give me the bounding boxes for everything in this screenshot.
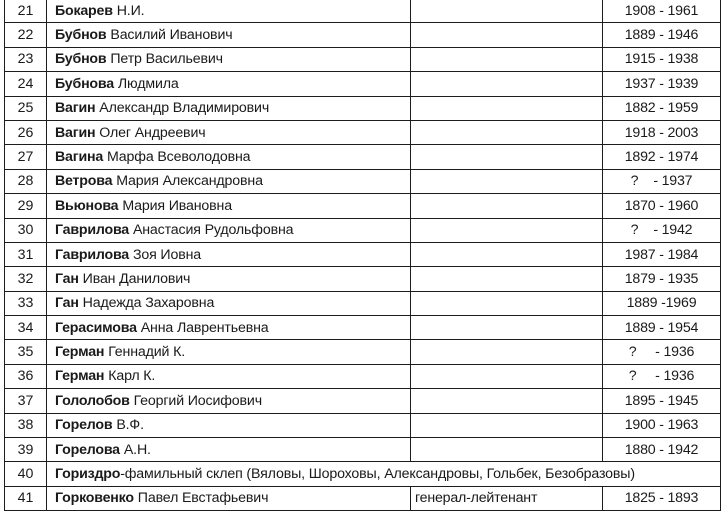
note-cell <box>411 72 603 96</box>
person-name-cell <box>47 145 411 169</box>
note-cell <box>411 267 603 291</box>
row-number: 33 <box>5 291 47 315</box>
note-cell <box>411 291 603 315</box>
person-name-cell <box>47 316 411 340</box>
note-cell <box>411 145 603 169</box>
row-number: 23 <box>5 47 47 71</box>
given-names: Георгий Иосифович <box>133 392 262 409</box>
person-name-cell <box>47 169 411 193</box>
person-name-cell <box>47 364 411 388</box>
surname: Вагин <box>55 124 96 141</box>
given-names: А.Н. <box>123 441 151 458</box>
surname: Гололобов <box>55 392 130 409</box>
life-years-cell: 1892 - 1974 <box>603 145 721 169</box>
row-number: 40 <box>5 462 47 486</box>
life-years-cell: ? - 1936 <box>603 364 721 388</box>
note-cell <box>411 96 603 120</box>
roster-body <box>5 0 721 511</box>
note-cell <box>411 0 603 23</box>
person-name-cell <box>47 96 411 120</box>
given-names: Мария Александровна <box>116 173 263 190</box>
row-number: 22 <box>5 23 47 47</box>
row-number: 24 <box>5 72 47 96</box>
given-names: В.Ф. <box>116 417 144 434</box>
life-years-cell: 1889 -1969 <box>603 291 721 315</box>
life-years-cell: 1879 - 1935 <box>603 267 721 291</box>
person-name-cell <box>47 438 411 462</box>
surname: Гаврилова <box>55 246 129 263</box>
given-names: Иван Данилович <box>82 270 191 287</box>
table-row <box>5 242 721 266</box>
surname: Ган <box>55 295 79 312</box>
row-number: 41 <box>5 486 47 510</box>
given-names: Геннадий К. <box>108 344 186 361</box>
row-number: 32 <box>5 267 47 291</box>
note-cell <box>411 218 603 242</box>
table-row <box>5 316 721 340</box>
person-name-cell <box>47 267 411 291</box>
row-number: 30 <box>5 218 47 242</box>
given-names: Александр Владимирович <box>99 100 270 117</box>
given-names: Олег Андреевич <box>99 124 206 141</box>
table-row <box>5 267 721 291</box>
note-cell <box>411 242 603 266</box>
life-years-cell: ? - 1937 <box>603 169 721 193</box>
surname: Бубнов <box>55 51 107 68</box>
table-row <box>5 340 721 364</box>
person-name-cell <box>47 462 721 486</box>
given-names: Анна Лаврентьевна <box>140 319 269 336</box>
given-names: Марфа Всеволодовна <box>106 148 251 165</box>
life-years-cell: 1987 - 1984 <box>603 242 721 266</box>
given-names: Людмила <box>117 75 179 92</box>
note-cell <box>411 194 603 218</box>
life-years-cell: 1937 - 1939 <box>603 72 721 96</box>
surname: Герман <box>55 344 105 361</box>
life-years-cell: 1870 - 1960 <box>603 194 721 218</box>
surname: Бокарев <box>55 2 113 19</box>
table-row <box>5 218 721 242</box>
person-name-cell <box>47 242 411 266</box>
person-name-cell <box>47 413 411 437</box>
given-names: Карл К. <box>108 368 156 385</box>
note-cell <box>411 23 603 47</box>
given-names: Василий Иванович <box>110 26 233 43</box>
table-row <box>5 364 721 388</box>
table-row <box>5 291 721 315</box>
table-row <box>5 169 721 193</box>
person-name-cell <box>47 389 411 413</box>
row-number: 25 <box>5 96 47 120</box>
table-row <box>5 47 721 71</box>
life-years-cell: ? - 1942 <box>603 218 721 242</box>
row-number: 38 <box>5 413 47 437</box>
given-names: Анастасия Рудольфовна <box>132 222 294 239</box>
life-years-cell: 1900 - 1963 <box>603 413 721 437</box>
person-name-cell <box>47 291 411 315</box>
given-names: Петр Васильевич <box>110 51 223 68</box>
life-years-cell: 1915 - 1938 <box>603 47 721 71</box>
given-names: Павел Евстафьевич <box>137 490 269 507</box>
family-crypt-description: -фамильный склеп (Вяловы, Шороховы, Александровы, Гольбек, Безобразовы) <box>120 466 635 483</box>
given-names: Надежда Захаровна <box>82 295 215 312</box>
table-row <box>5 194 721 218</box>
person-name-cell <box>47 47 411 71</box>
table-row <box>5 72 721 96</box>
surname: Ветрова <box>55 173 113 190</box>
surname: Гориздро <box>55 466 121 483</box>
table-row <box>5 145 721 169</box>
table-row <box>5 486 721 510</box>
life-years-cell: 1880 - 1942 <box>603 438 721 462</box>
life-years-cell: 1889 - 1946 <box>603 23 721 47</box>
surname: Бубнова <box>55 75 114 92</box>
surname: Герасимова <box>55 319 137 336</box>
row-number: 27 <box>5 145 47 169</box>
note-cell <box>411 316 603 340</box>
person-name-cell <box>47 194 411 218</box>
row-number: 31 <box>5 242 47 266</box>
surname: Горелова <box>55 441 120 458</box>
life-years-cell: ? - 1936 <box>603 340 721 364</box>
row-number: 35 <box>5 340 47 364</box>
surname: Бубнов <box>55 26 107 43</box>
note-cell <box>411 413 603 437</box>
given-names: Зоя Иовна <box>132 246 202 263</box>
given-names: Н.И. <box>116 2 145 19</box>
table-row <box>5 120 721 144</box>
note-cell <box>411 169 603 193</box>
table-row <box>5 413 721 437</box>
surname: Вагина <box>55 148 104 165</box>
table-row <box>5 23 721 47</box>
person-name-cell <box>47 120 411 144</box>
given-names: Мария Ивановна <box>122 197 232 214</box>
note-cell: генерал-лейтенант <box>411 486 603 510</box>
surname: Ган <box>55 270 79 287</box>
table-row <box>5 0 721 23</box>
life-years-cell: 1908 - 1961 <box>603 0 721 23</box>
life-years-cell: 1882 - 1959 <box>603 96 721 120</box>
note-cell <box>411 120 603 144</box>
surname: Герман <box>55 368 105 385</box>
row-number: 26 <box>5 120 47 144</box>
person-name-cell <box>47 340 411 364</box>
note-cell <box>411 389 603 413</box>
life-years-cell: 1889 - 1954 <box>603 316 721 340</box>
table-row <box>5 389 721 413</box>
surname: Вагин <box>55 100 96 117</box>
row-number: 21 <box>5 0 47 23</box>
row-number: 36 <box>5 364 47 388</box>
burial-roster-table <box>4 0 721 511</box>
person-name-cell <box>47 23 411 47</box>
life-years-cell: 1895 - 1945 <box>603 389 721 413</box>
surname: Горковенко <box>55 490 134 507</box>
note-cell <box>411 47 603 71</box>
life-years-cell: 1918 - 2003 <box>603 120 721 144</box>
person-name-cell <box>47 486 411 510</box>
person-name-cell <box>47 72 411 96</box>
row-number: 37 <box>5 389 47 413</box>
row-number: 28 <box>5 169 47 193</box>
row-number: 34 <box>5 316 47 340</box>
note-cell <box>411 340 603 364</box>
person-name-cell <box>47 218 411 242</box>
table-row <box>5 96 721 120</box>
surname: Горелов <box>55 417 113 434</box>
surname: Вьюнова <box>55 197 119 214</box>
surname: Гаврилова <box>55 222 129 239</box>
row-number: 39 <box>5 438 47 462</box>
note-cell <box>411 364 603 388</box>
table-row <box>5 462 721 486</box>
row-number: 29 <box>5 194 47 218</box>
life-years-cell: 1825 - 1893 <box>603 486 721 510</box>
table-row <box>5 438 721 462</box>
note-cell <box>411 438 603 462</box>
person-name-cell <box>47 0 411 23</box>
